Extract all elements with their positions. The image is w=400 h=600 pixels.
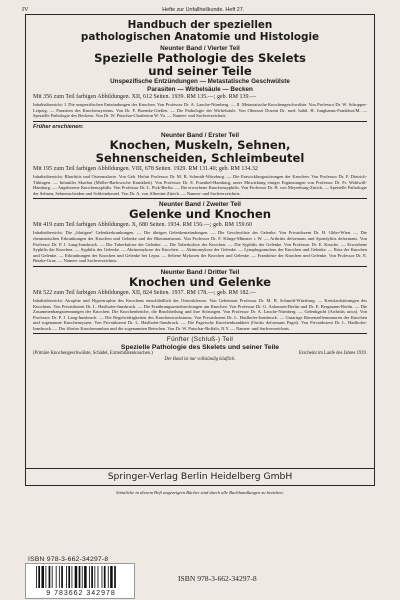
vol2-part: Neunter Band / Zweiter Teil — [159, 201, 241, 209]
isbn-right-label: ISBN 978-3-662-34297-8 — [178, 574, 257, 583]
vol5-note-italic: Der Band ist nur vollständig käuflich. — [164, 357, 236, 363]
divider — [33, 333, 367, 334]
vol4-subtitle-line1: Unspezifische Entzündungen — Metastatische Geschwülste — [110, 78, 290, 85]
vol2-title: Gelenke und Knochen — [128, 207, 272, 222]
isbn-top-label: ISBN 978-3-662-34297-8 — [28, 556, 109, 563]
vol1-title-line2: Sehnenscheiden, Schleimbeutel — [95, 150, 305, 165]
vol4-title-line1: Spezielle Pathologie des Skelets — [94, 51, 306, 65]
divider — [33, 121, 367, 122]
vol1-title-line1: Knochen, Muskeln, Sehnen, — [109, 137, 291, 152]
publisher-name: Springer-Verlag Berlin Heidelberg GmbH — [26, 468, 374, 482]
divider — [33, 198, 367, 199]
vol5-part: Fünfter (Schluß-) Teil — [166, 336, 234, 344]
vol4-title-line2: und seiner Teile — [148, 64, 252, 78]
vol2-summary: Inhaltsübersicht: Die „blutigen“ Gelenkerkrankungen. — Die übrigen Gelenkentzündungen. — Die Geschwülste der Gelenke. Von Privatdozent Dr. H. Gbler-Wien. — Die rheumatischen Erkrankungen der Knochen und Gelenke und der Rheumatismus. Von Professor Dr. F. Klinge-Münster i. W. — Arthritis deformans und Spondylitis deformans. Von Professor Dr. P. J. Lang-Innsbruck. — Die Tuberkulose der Gelenke. — Die Tuberkulose der Knochen. — Die Syphilis der Gelenke. Von Professor Dr. E. Knoche. — Erworbene Syphilis der Knochen. — Syphilis der Gelenke. — Aktinomykose der Knochen. — Aktinomykose der Gelenke. — Lymphogranulom der Knochen und Gelenke. — Rotz der Knochen und Gelenke. — Erkrankungen der Knochen und Gelenke bei Lepra. — Seltene Mykosen der Knochen und Gelenke. — Framböste der Knochen und Gelenke. Von Professor Dr. E. Betzke-Graz. — Namen- und Sachverzeichnis. — [33, 230, 367, 264]
vol4-summary: Inhaltsübersicht: I. Die unspezifischen Entzündungen der Knochen. Von Professor Dr. A. Lauche-Nürnberg. — II. Metastatische Knochengeschwülste. Von Professor Dr. W. Schopper-Leipzig. — Parasiten des Knochensystems. Von Dr. F. Boemke-Gießen. — Die Pathologie der Wirbelsäule. Von Oberarzt Dozent Dr. med. habil. H. Junghanns-Frankfurt/M. — Spezielle Pathologie des Beckens. Von Dr. W. Putschar-Charleston W. Va. — Namen- und Sachverzeichnis. — [33, 102, 367, 119]
vol3-title: Knochen und Gelenke — [128, 274, 272, 289]
vol5-title: Spezielle Pathologie des Skelets und seiner Teile — [120, 344, 280, 352]
vol1-summary: Inhaltsübersicht: Rhachitis und Osteomalacie. Von Geh. Hofrat Professor Dr. M. B. Schmidt-Würzburg. — Die Entwicklungsstörungen der Knochen. Von Professor Dr. F. Dietrich-Tübingen. — Infantiler Skorbut (Möller-Barlowsche Krankheit). Von Professor Dr. E. Fraenkel-Hamburg, unter Mitwirkung einiger Ergänzungen von Professor Dr. Fr. Wohlwill-Hamburg. — Angeborene Knochensyphilis. Von Professor Dr. L. Pick-Berlin. — Die erworbene Knochensyphilis. Von Professor Dr. H. von Meyenburg-Zürich. — Spezielle Pathologie der Sehnen, Sehnenscheiden und Schleimbeutel. Von Dr. A. von Albertini-Zürich. — Namen- und Sachverzeichnis. — [33, 173, 367, 196]
vol5-note-right: Erscheint im Laufe des Jahres 1939. — [299, 351, 367, 357]
handbook-title-line2: pathologischen Anatomie und Histologie — [80, 31, 320, 43]
vol4-subtitle-line2: Parasiten — Wirbelsäule — Becken — [147, 85, 253, 93]
vol3-part: Neunter Band / Dritter Teil — [160, 268, 240, 276]
vol4-pub-info: Mit 356 zum Teil farbigen Abbildungen. XII, 612 Seiten. 1939. RM 135.—; geb. RM 139.— — [33, 94, 256, 101]
barcode-digits: 9 783662 342978 — [46, 590, 116, 597]
footnote: Sämtliche in diesem Heft angezeigten Bücher sind durch alle Buchhandlungen zu beziehen. — [116, 490, 284, 495]
vol1-part: Neunter Band / Erster Teil — [160, 131, 239, 139]
vol5-note-left: (Primäre Knochengeschwülste, Schädel, Extremitätenknochen.) — [33, 351, 153, 357]
divider — [33, 266, 367, 267]
earlier-published-label: Früher erschienen: — [33, 123, 84, 130]
page-number: IV — [22, 6, 29, 13]
vol3-summary: Inhaltsübersicht: Atrophie und Hypertrophie des Knochens einschließlich der Osteosklerose. Von Geheimrat Professor Dr. M. B. Schmidt-Würzburg. — Kreislaufstörungen des Knochens. Von Privatdozent Dr. L. Haslhofer-Innsbruck. — Die Ernährungsunterbrechungen am Knochen. Von Professor Dr. G. Axhausen-Berlin und Dr. E. Bergmann-Berlin. — Die Zusammenhangstrennungen der Knochen. Die Knochenbrüche, die Bruchheilung und ihre Störungen. Von Professor Dr. A. Lauche-Nürnberg. — Gelenkgicht (Arthritis urica). Von Professor Dr. P. J. Lang-Innsbruck. — Die Regelwidrigkeiten des Knochenwachstums. Von Privatdozent Dr. L. Haslhofer-Innsbruck. — Gutartige Riesenzellentumoren der Knochen und sogenannte Knochenzysten. Von Privatdozent Dr. L. Haslhofer-Innsbruck. — Die Pagetsche Knochenkrankheit (Ostitis deformans Paget). Von Privatdozent Dr. L. Haslhofer-Innsbruck. — Der fibröse Knochenumbau und die sogenannten Beinchen. Von Dr. W. Putschar-Buffalo, N.Y. — Namen- und Sachverzeichnis. — [33, 297, 367, 331]
advertisement-frame — [25, 14, 375, 486]
handbook-title-line1: Handbuch der speziellen — [127, 19, 273, 31]
barcode-bars — [36, 566, 124, 588]
vol2-pub-info: Mit 419 zum Teil farbigen Abbildungen. X, 680 Seiten. 1934. RM 156.—; geb. RM 159.60 — [33, 222, 252, 229]
vol1-pub-info: Mit 195 zum Teil farbigen Abbildungen. VIII, 678 Seiten. 1929. RM 131.40; geb. RM 134.32 — [33, 165, 258, 172]
vol3-pub-info: Mit 522 zum Teil farbigen Abbildungen. XII, 824 Seiten. 1937. RM 178.—; geb. RM 182.— — [33, 289, 256, 296]
vol4-part: Neunter Band / Vierter Teil — [160, 45, 240, 52]
running-header — [22, 6, 378, 13]
barcode — [25, 563, 135, 599]
series-note: Hefte zur Unfallheilkunde. Heft 27. — [162, 7, 245, 13]
